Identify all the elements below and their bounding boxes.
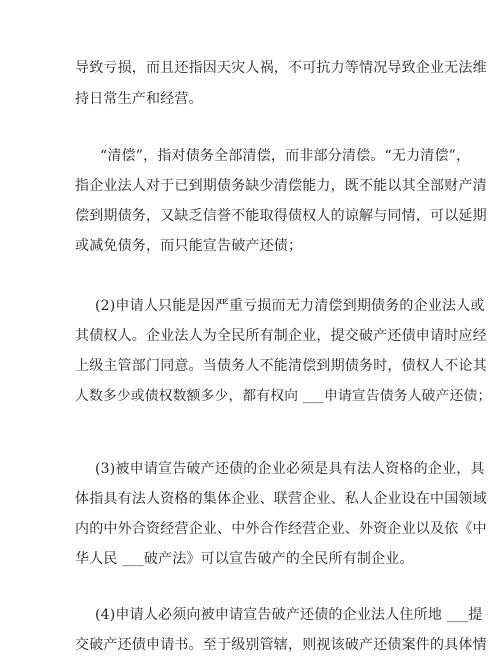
- paragraph-4-line-3: 内的中外合资经营企业、中外合作经营企业、外资企业以及依《中: [75, 521, 487, 537]
- paragraph-2-line-2: 指企业法人对于已到期债务缺少清偿能力，既不能以其全部财产清: [75, 178, 487, 194]
- paragraph-4-line-4: 华人民 ___破产法》可以宣告破产的全民所有制企业。: [75, 551, 414, 567]
- paragraph-1-line-2: 持日常生产和经营。: [75, 91, 203, 107]
- paragraph-2-line-4: 或减免债务，而只能宣告破产还债；: [75, 238, 303, 254]
- paragraph-1-line-1: 导致亏损，而且还指因天灾人祸，不可抗力等情况导致企业无法维: [75, 60, 487, 76]
- paragraph-4-line-2: 体指具有法人资格的集体企业、联营企业、私人企业设在中国领域: [75, 491, 487, 507]
- paragraph-3-line-3: 上级主管部门同意。当债务人不能清偿到期债务时，债权人不论其: [75, 358, 487, 374]
- paragraph-4-line-1: (3)被申请宣告破产还债的企业必须是具有法人资格的企业，具: [95, 461, 485, 477]
- paragraph-3-line-2: 其债权人。企业法人为全民所有制企业，提交破产还债申请时应经: [75, 328, 487, 344]
- paragraph-5-line-2: 交破产还债申请书。至于级别管辖，则视该破产还债案件的具体情: [75, 637, 487, 653]
- paragraph-2-line-1: “清偿”，指对债务全部清偿，而非部分清偿。“无力清偿”，: [100, 148, 471, 164]
- paragraph-3-line-1: (2)申请人只能是因严重亏损而无力清偿到期债务的企业法人或: [95, 298, 485, 314]
- paragraph-5-line-1: (4)申请人必须向被申请宣告破产还债的企业法人住所地 ___提: [95, 607, 483, 623]
- paragraph-3-line-4: 人数多少或债权数额多少，都有权向 ___申请宣告债务人破产还债；: [75, 388, 492, 404]
- paragraph-2-line-3: 偿到期债务，又缺乏信誉不能取得债权人的谅解与同情，可以延期: [75, 208, 487, 224]
